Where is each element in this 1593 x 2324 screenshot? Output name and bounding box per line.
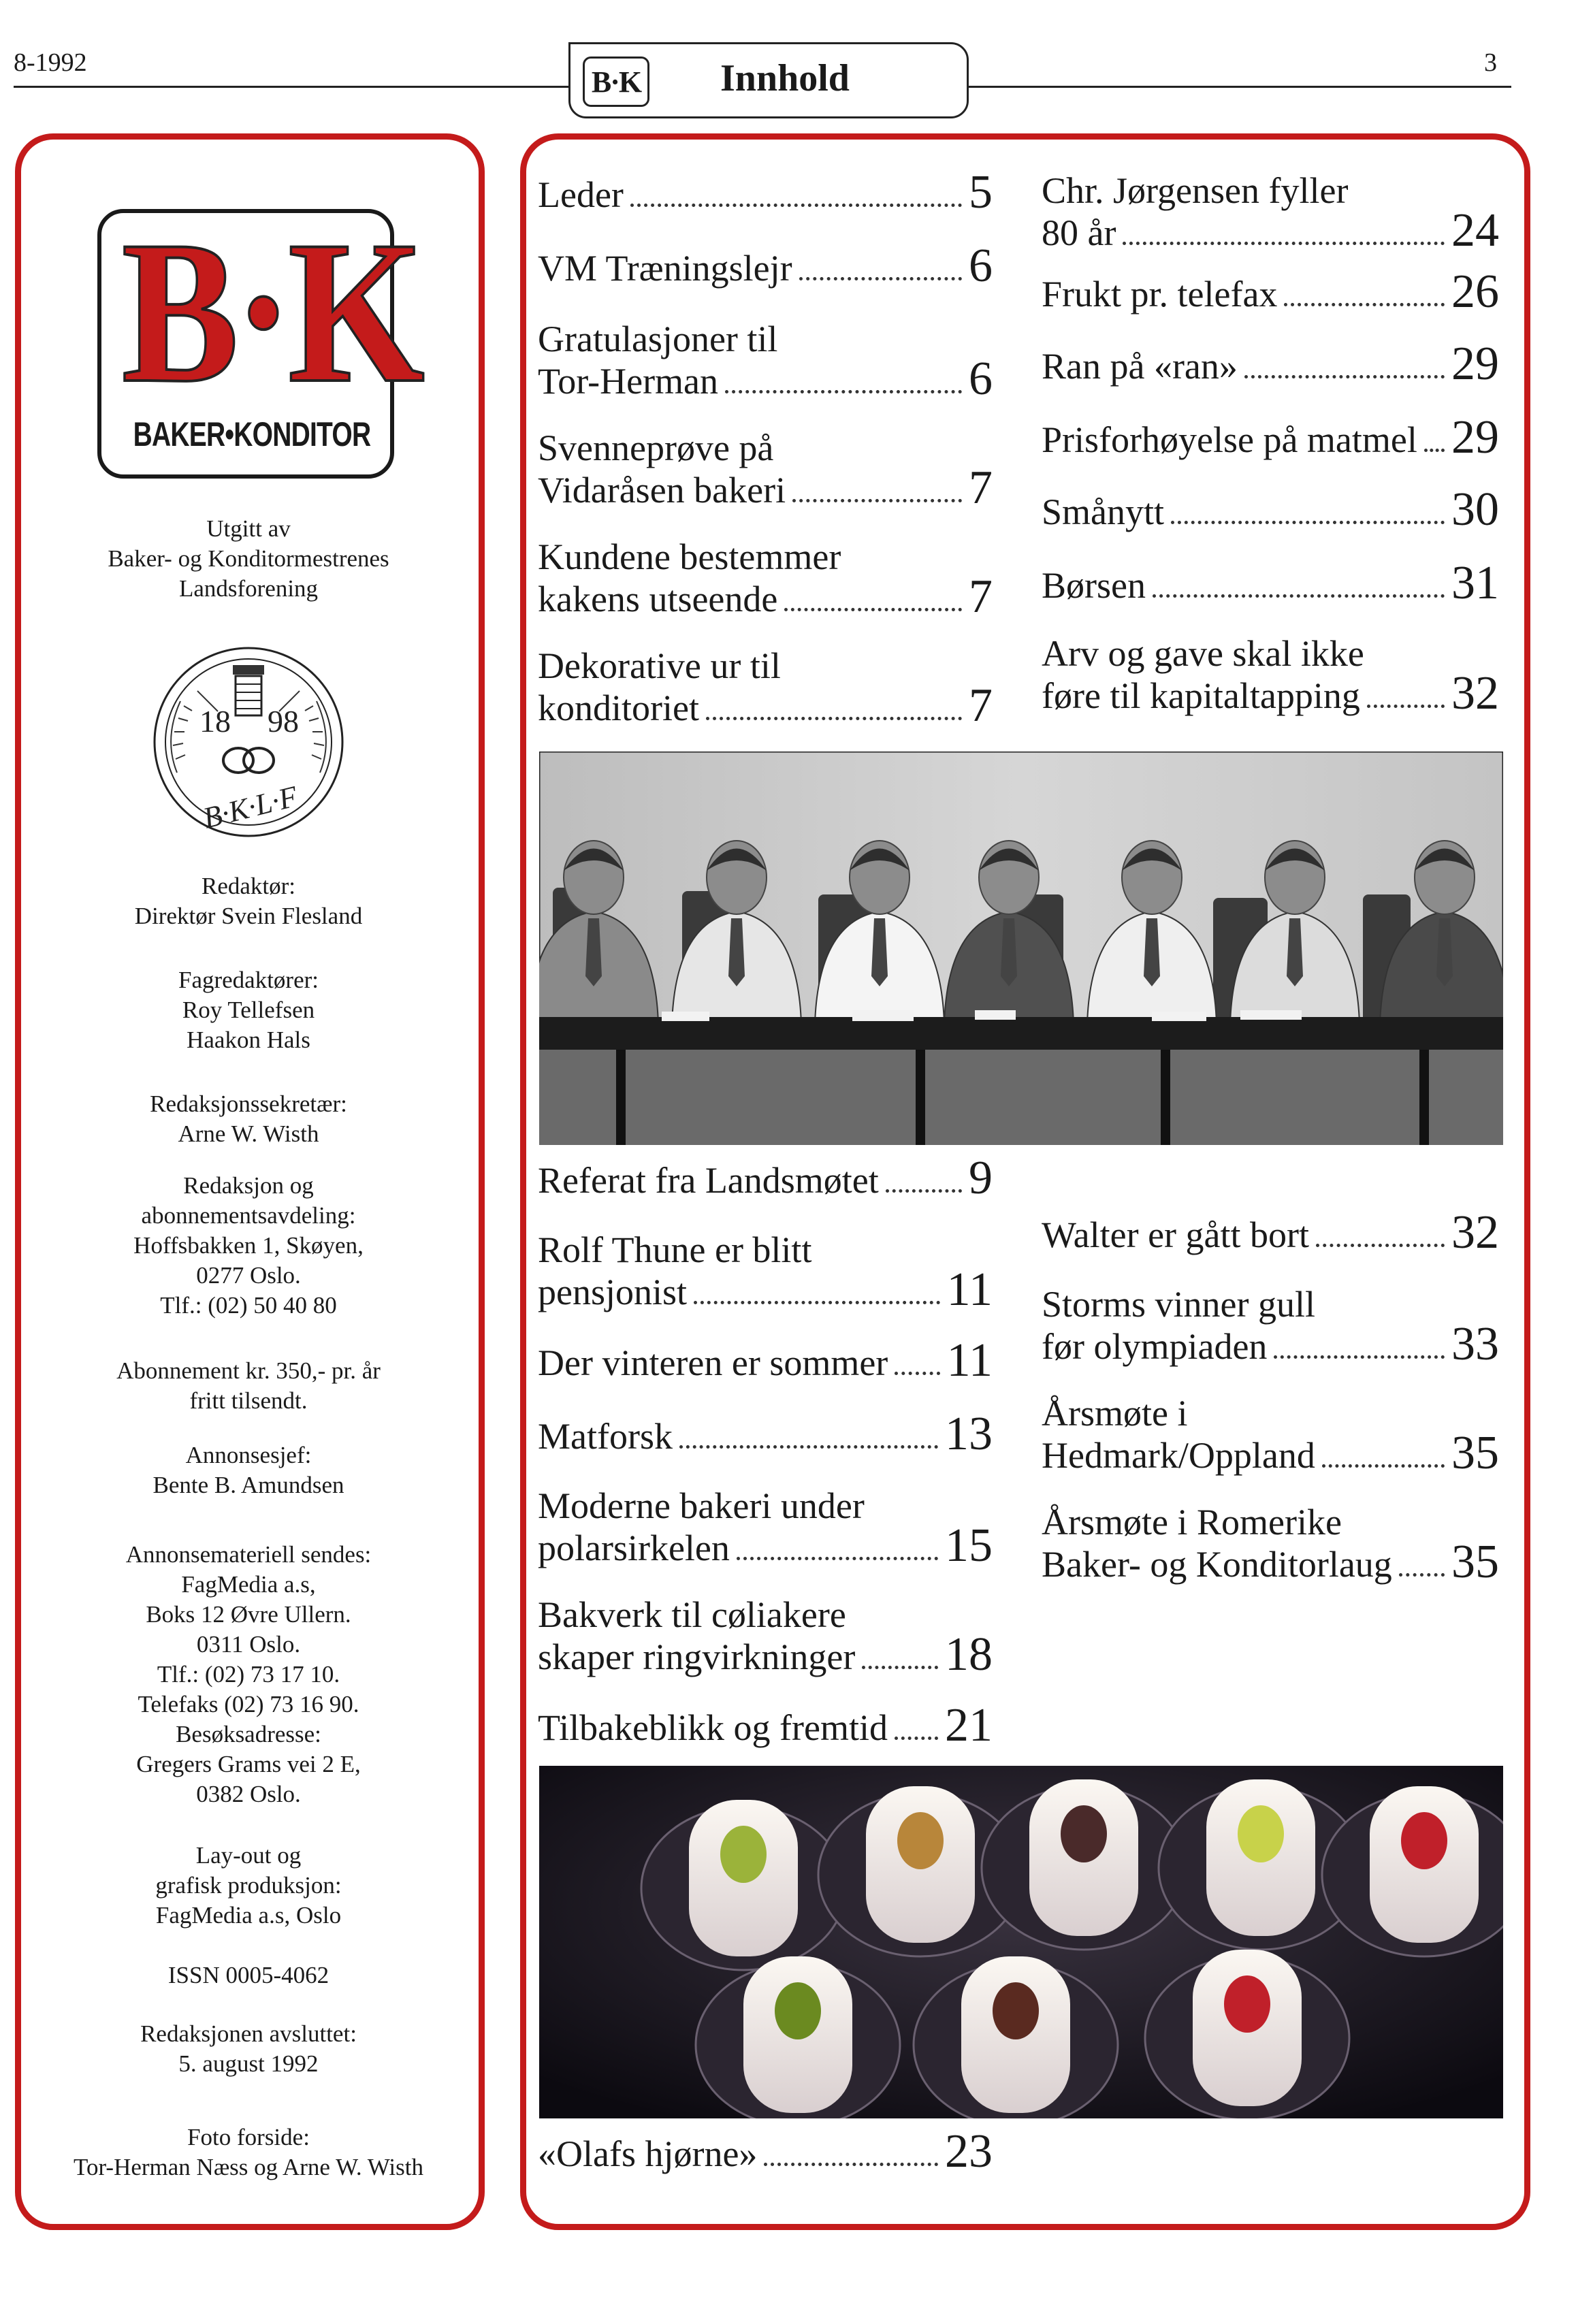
toc-entry-row bbox=[538, 1699, 993, 1752]
masthead-block-ad_material bbox=[27, 1540, 470, 1809]
baker-konditor-logo bbox=[97, 199, 420, 479]
toc-entry[interactable] bbox=[538, 427, 993, 514]
masthead-line: 0277 Oslo. bbox=[196, 1262, 301, 1289]
toc-entry[interactable] bbox=[538, 536, 993, 623]
toc-page-number: 31 bbox=[1451, 557, 1499, 609]
toc-entry-title: Der vinteren er sommer bbox=[538, 1342, 888, 1383]
toc-entry[interactable] bbox=[538, 1485, 993, 1572]
toc-dot-leader bbox=[1244, 375, 1445, 378]
publisher-info bbox=[27, 514, 470, 604]
toc-dot-leader bbox=[1322, 1464, 1445, 1468]
toc-entry-title: skaper ringvirkninger bbox=[538, 1636, 856, 1677]
pastries-photo bbox=[539, 1766, 1503, 2118]
toc-entry-row bbox=[1042, 411, 1499, 464]
seal-year-left: 18 bbox=[199, 704, 231, 739]
toc-page-number: 7 bbox=[969, 570, 993, 623]
logo-letters: B·K bbox=[121, 199, 420, 425]
section-title: Innhold bbox=[720, 57, 850, 99]
toc-page-number: 35 bbox=[1451, 1536, 1499, 1588]
toc-page-number: 5 bbox=[969, 166, 993, 219]
person-tie bbox=[871, 918, 888, 986]
bk-small-logo: B·K bbox=[583, 57, 649, 107]
masthead-line: Redaksjonssekretær: bbox=[150, 1091, 347, 1117]
toc-entry-title: Tilbakeblikk og fremtid bbox=[538, 1707, 888, 1748]
masthead-line: Redaksjonen avsluttet: bbox=[140, 2020, 357, 2047]
toc-entry-row bbox=[538, 166, 993, 219]
toc-dot-leader bbox=[764, 2163, 938, 2166]
toc-entry[interactable] bbox=[1042, 338, 1499, 390]
toc-dot-leader bbox=[792, 499, 962, 502]
masthead-line: Redaksjon og bbox=[183, 1172, 314, 1199]
toc-entry-row bbox=[538, 570, 993, 623]
toc-entry-title: konditoriet bbox=[538, 688, 699, 728]
toc-entry-row bbox=[538, 2125, 993, 2178]
toc-page-number: 30 bbox=[1451, 483, 1499, 536]
publisher-line: Utgitt av bbox=[206, 515, 291, 542]
toc-entry-title: Baker- og Konditorlaug bbox=[1042, 1544, 1392, 1585]
toc-entry-row bbox=[1042, 1318, 1499, 1370]
toc-entry[interactable] bbox=[538, 1699, 993, 1752]
logo-subtitle: BAKER•KONDITOR bbox=[133, 415, 371, 453]
toc-dot-leader bbox=[862, 1666, 938, 1669]
masthead-block-closed bbox=[27, 2019, 470, 2079]
toc-entry-row bbox=[1042, 1427, 1499, 1479]
pastry-topping bbox=[1061, 1805, 1107, 1862]
toc-entry-row bbox=[1042, 1536, 1499, 1588]
toc-entry-title: Børsen bbox=[1042, 565, 1146, 606]
toc-entry-title: Tor-Herman bbox=[538, 361, 719, 402]
toc-entry[interactable] bbox=[1042, 1206, 1499, 1259]
toc-entry[interactable] bbox=[1042, 411, 1499, 464]
toc-page-number: 29 bbox=[1451, 338, 1499, 390]
person-tie bbox=[1287, 918, 1303, 986]
toc-entry-title: Hedmark/Oppland bbox=[1042, 1435, 1315, 1476]
toc-page-number: 11 bbox=[946, 1263, 993, 1316]
masthead-line: Tor-Herman Næss og Arne W. Wisth bbox=[74, 2154, 423, 2180]
masthead-line: Foto forside: bbox=[187, 2124, 310, 2150]
pastry-topping bbox=[1401, 1812, 1447, 1869]
masthead-line: abonnementsavdeling: bbox=[141, 1202, 356, 1229]
toc-entry-title: pensjonist bbox=[538, 1272, 688, 1312]
toc-dot-leader bbox=[1123, 242, 1445, 245]
toc-dot-leader bbox=[1274, 1355, 1445, 1359]
masthead-line: Haakon Hals bbox=[187, 1027, 310, 1053]
toc-page-number: 9 bbox=[969, 1152, 993, 1204]
toc-entry-row bbox=[538, 1519, 993, 1572]
toc-dot-leader bbox=[679, 1445, 938, 1449]
toc-page-number: 6 bbox=[969, 353, 993, 405]
toc-page-number: 7 bbox=[969, 679, 993, 732]
toc-entry-row bbox=[1042, 265, 1499, 318]
toc-entry-title: føre til kapitaltapping bbox=[1042, 675, 1360, 716]
toc-page-number: 18 bbox=[945, 1628, 993, 1681]
masthead-line: Telefaks (02) 73 16 90. bbox=[138, 1691, 359, 1717]
toc-page-number: 15 bbox=[945, 1519, 993, 1572]
toc-entry[interactable] bbox=[538, 319, 993, 405]
toc-page-number: 11 bbox=[946, 1334, 993, 1387]
masthead-block-editor bbox=[27, 871, 470, 931]
toc-page-number: 32 bbox=[1451, 667, 1499, 720]
toc-entry[interactable] bbox=[538, 1334, 993, 1387]
toc-entry[interactable] bbox=[538, 240, 993, 292]
toc-entry-title-line: Dekorative ur til bbox=[538, 645, 781, 686]
toc-entry-title: VM Træningslejr bbox=[538, 248, 792, 289]
masthead-line: Gregers Grams vei 2 E, bbox=[136, 1751, 361, 1777]
meeting-photo-illustration bbox=[539, 752, 1503, 1145]
masthead-line: Annonsesjef: bbox=[185, 1442, 312, 1468]
toc-dot-leader bbox=[1171, 521, 1445, 524]
masthead-line: Lay-out og bbox=[195, 1842, 302, 1869]
masthead-line: grafisk produksjon: bbox=[155, 1872, 342, 1899]
masthead-line: Besøksadresse: bbox=[176, 1721, 321, 1747]
toc-page-number: 32 bbox=[1451, 1206, 1499, 1259]
masthead-line: FagMedia a.s, bbox=[181, 1571, 316, 1598]
toc-dot-leader bbox=[737, 1557, 938, 1560]
masthead-line: Arne W. Wisth bbox=[178, 1120, 319, 1147]
toc-dot-leader bbox=[784, 608, 962, 611]
pastries-photo-illustration bbox=[539, 1766, 1503, 2118]
toc-entry-title-line: Årsmøte i bbox=[1042, 1393, 1188, 1434]
toc-page-number: 29 bbox=[1451, 411, 1499, 464]
masthead-line: Abonnement kr. 350,- pr. år bbox=[116, 1357, 381, 1384]
masthead-line: ISSN 0005-4062 bbox=[167, 1962, 329, 1988]
toc-entry[interactable] bbox=[1042, 483, 1499, 536]
toc-entry[interactable] bbox=[1042, 557, 1499, 609]
toc-entry-row bbox=[538, 1263, 993, 1316]
masthead-line: Roy Tellefsen bbox=[182, 997, 315, 1023]
publisher-line: Landsforening bbox=[178, 575, 319, 602]
masthead-line: Tlf.: (02) 50 40 80 bbox=[160, 1292, 337, 1319]
masthead-block-ad_manager bbox=[27, 1440, 470, 1500]
masthead-line: 0311 Oslo. bbox=[196, 1631, 301, 1658]
toc-entry-row bbox=[538, 1152, 993, 1204]
toc-dot-leader bbox=[630, 204, 962, 207]
toc-dot-leader bbox=[1424, 449, 1445, 452]
toc-entry-title: 80 år bbox=[1042, 212, 1116, 253]
toc-page-number: 13 bbox=[945, 1408, 993, 1460]
person-tie bbox=[728, 918, 745, 986]
toc-entry-title: Frukt pr. telefax bbox=[1042, 274, 1278, 314]
toc-entry-title: Leder bbox=[538, 174, 624, 215]
toc-dot-leader bbox=[886, 1189, 962, 1193]
toc-entry[interactable] bbox=[1042, 633, 1499, 720]
toc-entry-title: Ran på «ran» bbox=[1042, 346, 1238, 387]
toc-entry[interactable] bbox=[1042, 1393, 1499, 1479]
toc-dot-leader bbox=[895, 1737, 938, 1740]
toc-entry[interactable] bbox=[538, 1152, 993, 1204]
toc-entry-title: Vidaråsen bakeri bbox=[538, 470, 786, 511]
masthead-line: Bente B. Amundsen bbox=[152, 1472, 344, 1498]
toc-entry-row bbox=[538, 1408, 993, 1460]
toc-dot-leader bbox=[1284, 303, 1445, 306]
pastry-topping bbox=[1238, 1805, 1284, 1862]
toc-entry-title-line: Bakverk til cøliakere bbox=[538, 1594, 846, 1635]
masthead-line: Annonsemateriell sendes: bbox=[125, 1541, 372, 1568]
masthead-block-secretary bbox=[27, 1089, 470, 1149]
toc-entry[interactable] bbox=[538, 1408, 993, 1460]
masthead-line: fritt tilsendt. bbox=[189, 1387, 308, 1414]
masthead-block-editorial_office bbox=[27, 1171, 470, 1321]
toc-entry-row bbox=[1042, 338, 1499, 390]
toc-entry-title-line: Storms vinner gull bbox=[1042, 1284, 1315, 1325]
toc-entry[interactable] bbox=[538, 645, 993, 732]
toc-entry[interactable] bbox=[538, 1229, 993, 1316]
toc-entry-row bbox=[1042, 1206, 1499, 1259]
toc-entry-row bbox=[538, 679, 993, 732]
toc-entry[interactable] bbox=[538, 2125, 993, 2178]
toc-page-number: 7 bbox=[969, 462, 993, 514]
section-header bbox=[568, 42, 969, 118]
masthead-line: Direktør Svein Flesland bbox=[134, 903, 363, 929]
masthead-line: Hoffsbakken 1, Skøyen, bbox=[133, 1232, 364, 1259]
masthead-line: Boks 12 Øvre Ullern. bbox=[146, 1601, 351, 1628]
toc-dot-leader bbox=[1367, 705, 1445, 708]
toc-entry-title: Referat fra Landsmøtet bbox=[538, 1160, 879, 1201]
toc-entry-row bbox=[1042, 667, 1499, 720]
toc-entry-title: polarsirkelen bbox=[538, 1528, 730, 1568]
toc-dot-leader bbox=[725, 390, 962, 393]
toc-entry[interactable] bbox=[1042, 1502, 1499, 1588]
pastry-topping bbox=[897, 1812, 944, 1869]
toc-page-number: 24 bbox=[1451, 204, 1499, 257]
person-tie bbox=[585, 918, 602, 986]
masthead-block-photo_credit bbox=[27, 2123, 470, 2182]
toc-entry-title: Prisforhøyelse på matmel bbox=[1042, 419, 1417, 460]
toc-entry-row bbox=[538, 462, 993, 514]
toc-entry-title: før olympiaden bbox=[1042, 1326, 1268, 1367]
toc-entry-row bbox=[538, 1628, 993, 1681]
toc-entry-title-line: Kundene bestemmer bbox=[538, 536, 841, 577]
masthead-line: FagMedia a.s, Oslo bbox=[155, 1902, 342, 1928]
toc-page-number: 23 bbox=[945, 2125, 993, 2178]
publisher-line: Baker- og Konditormestrenes bbox=[108, 545, 389, 572]
masthead-line: Fagredaktører: bbox=[178, 967, 319, 993]
toc-entry-row bbox=[1042, 557, 1499, 609]
toc-entry-row bbox=[538, 1334, 993, 1387]
toc-entry-title: Matforsk bbox=[538, 1416, 673, 1457]
toc-entry-title-line: Rolf Thune er blitt bbox=[538, 1229, 812, 1270]
toc-page-number: 6 bbox=[969, 240, 993, 292]
toc-dot-leader bbox=[706, 717, 962, 720]
pastry-topping bbox=[775, 1982, 821, 2039]
landsmote-panel-photo bbox=[539, 752, 1503, 1145]
toc-dot-leader bbox=[1153, 594, 1445, 598]
masthead-block-issn bbox=[27, 1960, 470, 1990]
person-tie bbox=[1001, 918, 1017, 986]
toc-entry[interactable] bbox=[1042, 1284, 1499, 1370]
toc-dot-leader bbox=[799, 277, 962, 280]
toc-entry-title-line: Årsmøte i Romerike bbox=[1042, 1502, 1342, 1543]
toc-dot-leader bbox=[1399, 1573, 1445, 1577]
toc-entry-title-line: Moderne bakeri under bbox=[538, 1485, 865, 1526]
pastry-topping bbox=[1224, 1975, 1270, 2033]
issue-number: 8-1992 bbox=[14, 48, 87, 77]
toc-entry-row bbox=[1042, 204, 1499, 257]
toc-entry-row bbox=[538, 240, 993, 292]
person-tie bbox=[1144, 918, 1160, 986]
toc-entry-title-line: Arv og gave skal ikke bbox=[1042, 633, 1364, 674]
toc-entry[interactable] bbox=[1042, 170, 1499, 257]
toc-entry-title: «Olafs hjørne» bbox=[538, 2133, 758, 2174]
masthead-block-subject_editors bbox=[27, 965, 470, 1055]
toc-page-number: 26 bbox=[1451, 265, 1499, 318]
seal-initials: B·K·L·F bbox=[199, 779, 301, 835]
person-tie bbox=[1436, 918, 1453, 986]
masthead-block-layout bbox=[27, 1841, 470, 1931]
pastry-topping bbox=[720, 1826, 767, 1883]
bklf-seal-emblem bbox=[150, 643, 347, 841]
pastry-topping bbox=[993, 1982, 1039, 2039]
toc-dot-leader bbox=[895, 1372, 939, 1375]
toc-entry-title-line: Gratulasjoner til bbox=[538, 319, 778, 359]
masthead-block-subscription bbox=[27, 1356, 470, 1416]
toc-entry-row bbox=[1042, 483, 1499, 536]
masthead-line: 0382 Oslo. bbox=[196, 1781, 301, 1807]
toc-entry-row bbox=[538, 353, 993, 405]
toc-entry-title: Smånytt bbox=[1042, 491, 1165, 532]
toc-page-number: 33 bbox=[1451, 1318, 1499, 1370]
toc-entry-title-line: Svenneprøve på bbox=[538, 427, 774, 468]
seal-year-right: 98 bbox=[268, 704, 299, 739]
toc-entry-title-line: Chr. Jørgensen fyller bbox=[1042, 170, 1349, 211]
toc-entry-title: Walter er gått bort bbox=[1042, 1214, 1309, 1255]
toc-dot-leader bbox=[694, 1301, 940, 1304]
page-number: 3 bbox=[1484, 48, 1497, 77]
masthead-line: Redaktør: bbox=[201, 873, 296, 899]
toc-page-number: 35 bbox=[1451, 1427, 1499, 1479]
toc-dot-leader bbox=[1316, 1244, 1445, 1247]
toc-page-number: 21 bbox=[945, 1699, 993, 1752]
toc-entry[interactable] bbox=[1042, 265, 1499, 318]
masthead-line: 5. august 1992 bbox=[178, 2050, 319, 2077]
toc-entry[interactable] bbox=[538, 166, 993, 219]
masthead-line: Tlf.: (02) 73 17 10. bbox=[157, 1661, 340, 1688]
toc-entry[interactable] bbox=[538, 1594, 993, 1681]
toc-entry-title: kakens utseende bbox=[538, 579, 778, 619]
